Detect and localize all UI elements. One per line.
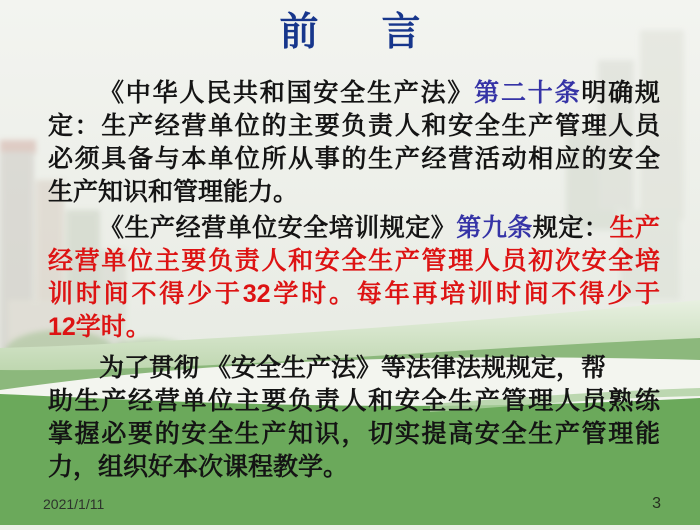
text-line — [48, 385, 660, 418]
text-segment: 必须具备与本单位所从事的生产经营活动相应的安全 — [48, 145, 660, 173]
slide-title: 前 言 — [279, 11, 433, 54]
text-line — [48, 212, 660, 245]
text-segment-emphasis-blue: 第二十条 — [474, 79, 582, 107]
text-segment: 掌握必要的安全生产知识，切实提高安全生产管理能 — [48, 420, 660, 448]
text-line — [48, 77, 660, 110]
text-segment: 定：生产经营单位的主要负责人和安全生产管理人员 — [48, 112, 660, 140]
paragraph-law-article20 — [48, 77, 660, 209]
text-segment-emphasis-red: 训时间不得少于32学时。每年再培训时间不得少于 — [48, 280, 660, 308]
text-segment: 力，组织好本次课程教学。 — [48, 453, 349, 481]
page-number: 3 — [652, 495, 661, 512]
text-segment: 《中华人民共和国安全生产法》 — [99, 79, 475, 107]
text-line — [48, 451, 660, 484]
paragraph-training-rule-article9 — [48, 212, 660, 344]
text-segment: 《生产经营单位安全培训规定》 — [99, 214, 457, 242]
text-segment: 规定： — [532, 214, 610, 242]
text-line — [48, 352, 660, 385]
text-segment-emphasis-red: 经营单位主要负责人和安全生产管理人员初次安全培 — [48, 247, 660, 275]
text-segment-emphasis-blue: 第九条 — [456, 214, 533, 242]
text-segment: 生产知识和管理能力。 — [48, 178, 299, 206]
footer-date: 2021/1/11 — [43, 496, 105, 512]
text-segment: 明确规 — [581, 79, 660, 107]
text-line — [48, 143, 660, 176]
text-line — [48, 311, 660, 344]
text-line — [48, 176, 660, 209]
text-segment-emphasis-red: 生产 — [609, 214, 660, 242]
text-line — [48, 110, 660, 143]
slide-body — [48, 77, 660, 484]
paragraph-course-purpose — [48, 352, 660, 484]
text-line — [48, 278, 660, 311]
text-line — [48, 418, 660, 451]
text-line — [48, 245, 660, 278]
text-segment: 助生产经营单位主要负责人和安全生产管理人员熟练 — [48, 387, 660, 415]
text-segment-emphasis-red: 12学时。 — [48, 313, 151, 341]
text-segment: 为了贯彻 《安全生产法》等法律法规规定，帮 — [99, 354, 606, 382]
